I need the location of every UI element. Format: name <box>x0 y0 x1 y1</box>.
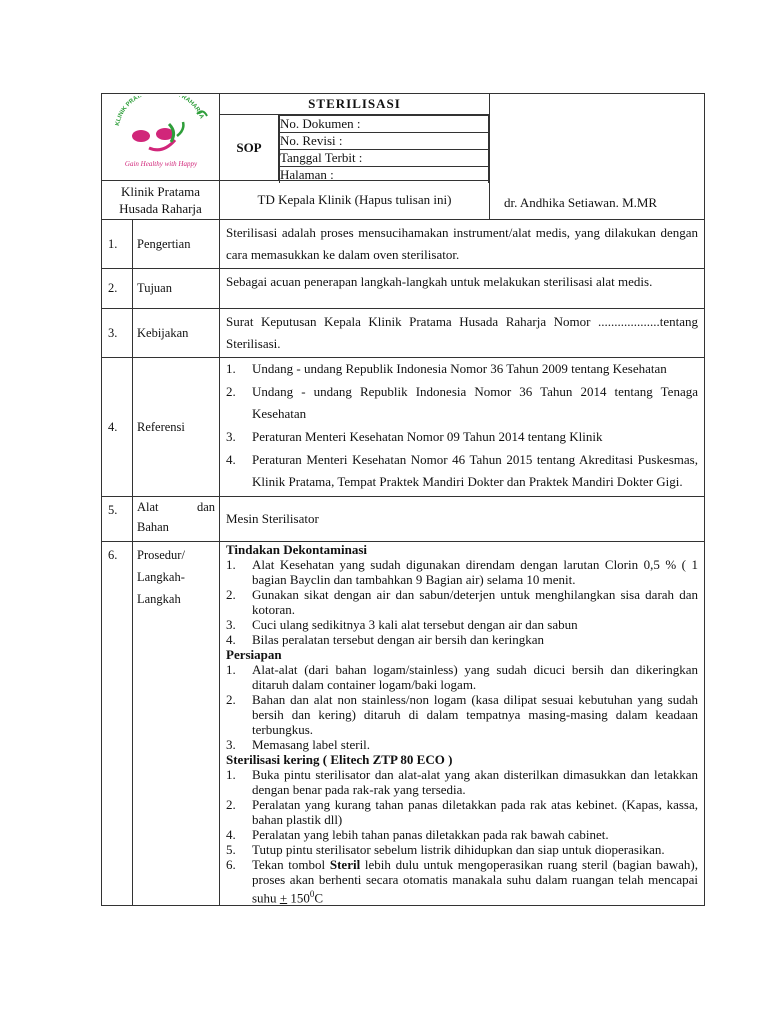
row-number: 4. <box>102 358 133 497</box>
sterilisasi-steps <box>226 767 698 905</box>
list-item: 4. Bilas peralatan tersebut dengan air bersih dan keringkan <box>226 632 545 647</box>
field-no-revisi: No. Revisi : <box>280 133 489 150</box>
field-no-dokumen: No. Dokumen : <box>280 116 489 133</box>
list-item: 2. Undang - undang Republik Indonesia Nomor 36 Tahun 2014 tentang Tenaga Kesehatan <box>226 384 698 421</box>
sop-title-cell <box>220 94 490 181</box>
list-item: 2. Bahan dan alat non stainless/non logam (kasa dilipat sesuai kebutuhan yang sudah bersih dan kering) ditaruh di dalam tempatnya masing-masing dalam keadaan terbungkus. <box>226 692 698 737</box>
list-item: 1. Undang - undang Republik Indonesia Nomor 36 Tahun 2009 tentang Kesehatan <box>226 361 667 376</box>
field-tanggal-terbit: Tanggal Terbit : <box>280 150 489 167</box>
prosedur-content <box>220 542 705 906</box>
row-number: 2. <box>102 269 133 309</box>
signature-cell <box>490 94 705 220</box>
doc-fields <box>279 115 489 183</box>
row-number: 3. <box>102 309 133 358</box>
section-heading: Tindakan Dekontaminasi <box>226 542 368 557</box>
clinic-name-line1: Klinik Pratama <box>120 184 201 199</box>
list-item: 3. Cuci ulang sedikitnya 3 kali alat tersebut dengan air dan sabun <box>226 617 578 632</box>
clinic-name-line2: Husada Raharja <box>119 201 202 216</box>
list-item: 4. Peralatan yang lebih tahan panas diletakkan pada rak bawah cabinet. <box>226 827 609 842</box>
list-item: 5. Tutup pintu sterilisator sebelum listrik dihidupkan dan siap untuk dioperasikan. <box>226 842 665 857</box>
doc-title: STERILISASI <box>220 94 489 115</box>
list-item: 1. Buka pintu sterilisator dan alat-alat yang akan disterilkan dimasukkan dan letakkan dengan benar pada rak-rak yang tersedia. <box>226 767 698 797</box>
field-halaman: Halaman : <box>280 167 489 184</box>
clinic-logo-cell <box>102 94 220 181</box>
section-heading: Persiapan <box>226 647 282 662</box>
row-number: 5. <box>102 497 133 542</box>
pengertian-text: Sterilisasi adalah proses mensucihamakan instrument/alat medis, yang dilakukan dengan cara memasukkan ke dalam oven sterilisator. <box>220 220 705 269</box>
row-number: 1. <box>102 220 133 269</box>
list-item: 2. Peralatan yang kurang tahan panas diletakkan pada rak atas kebinet. (Kapas, kassa, bahan plastik dll) <box>226 797 698 827</box>
list-item: 4. Peraturan Menteri Kesehatan Nomor 46 Tahun 2015 tentang Akreditasi Puskesmas, Klinik Pratama, Tempat Praktek Mandiri Dokter dan Praktek Mandiri Dokter Gigi. <box>226 452 698 489</box>
row-label-pengertian: Pengertian <box>133 220 220 269</box>
sop-table <box>101 93 705 906</box>
signatory-name: dr. Andhika Setiawan. M.MR <box>504 195 658 210</box>
referensi-list <box>226 358 698 493</box>
tujuan-text: Sebagai acuan penerapan langkah-langkah untuk melakukan sterilisasi alat medis. <box>220 269 705 309</box>
dekontaminasi-steps <box>226 557 698 647</box>
row-number: 6. <box>102 542 133 906</box>
persiapan-steps <box>226 662 698 752</box>
list-item: 3. Peraturan Menteri Kesehatan Nomor 09 Tahun 2014 tentang Klinik <box>226 429 603 444</box>
list-item: 3. Memasang label steril. <box>226 737 371 752</box>
sop-label: SOP <box>220 115 279 180</box>
row-label-referensi: Referensi <box>133 358 220 497</box>
clinic-name-cell <box>102 181 220 220</box>
referensi-list-cell <box>220 358 705 497</box>
list-item: 1. Alat-alat (dari bahan logam/stainless) yang sudah dicuci bersih dan dikeringkan ditaruh dalam container logam/baki logam. <box>226 662 698 692</box>
list-item: 2. Gunakan sikat dengan air dan sabun/deterjen untuk menghilangkan sisa darah dan kotoran. <box>226 587 698 617</box>
list-item: 6. Tekan tombol Steril lebih dulu untuk mengoperasikan ruang steril (bagian bawah), proses akan berhenti secara otomatis manakala suhu dalam ruangan telah mencapai suhu + $150^0C$ <box>226 857 698 906</box>
logo-tagline: Gain Healthy with Happy <box>124 160 197 168</box>
logo-arc-text: KLINIK PRAT RAHARJA <box>114 96 204 127</box>
clinic-logo <box>105 96 217 174</box>
row-label-tujuan: Tujuan <box>133 269 220 309</box>
row-label-alat-bahan: Alat dan Bahan <box>133 497 220 542</box>
row-label-prosedur: Prosedur/ Langkah- Langkah <box>133 542 220 906</box>
row-label-kebijakan: Kebijakan <box>133 309 220 358</box>
section-heading: Sterilisasi kering ( Elitech ZTP 80 ECO ) <box>226 752 453 767</box>
signature-title: TD Kepala Klinik (Hapus tulisan ini) <box>220 181 490 220</box>
list-item: 1. Alat Kesehatan yang sudah digunakan direndam dengan larutan Clorin 0,5 % ( 1 bagian Bayclin dan tambahkan 9 Bagian air) selama 10 menit. <box>226 557 698 587</box>
alat-bahan-text: Mesin Sterilisator <box>220 497 705 542</box>
kebijakan-text: Surat Keputusan Kepala Klinik Pratama Husada Raharja Nomor ...................tentang Sterilisasi. <box>220 309 705 358</box>
